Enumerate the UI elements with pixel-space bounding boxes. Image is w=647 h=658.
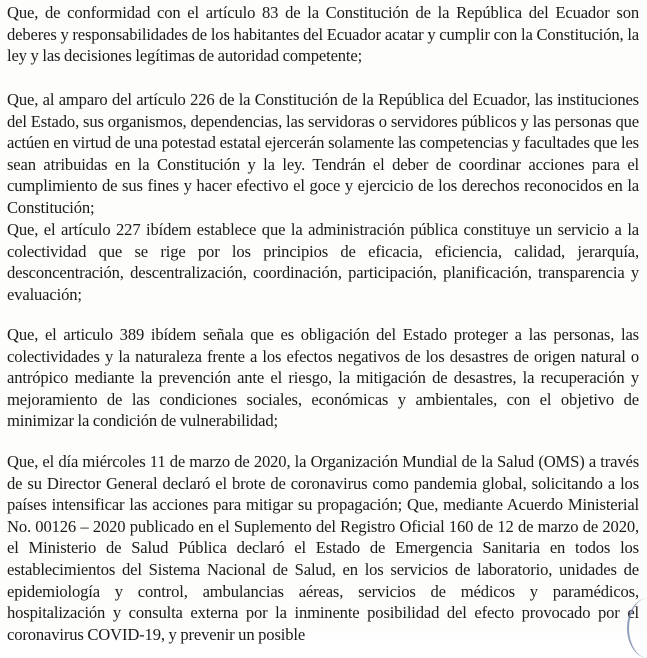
paragraph-oms-pandemic: Que, el día miércoles 11 de marzo de 2020, la Organización Mundial de la Salud (OMS) a través de su Director General declaró el brote de coronavirus como pandemia global, solicitando a los países intensificar las acciones para mitigar su propagación; Que, mediante Acuerdo Ministerial No. 00126 – 2020 publicado en el Suplemento del Registro Oficial 160 de 12 de marzo de 2020, el Ministerio de Salud Pública declaró el Estado de Emergencia Sanitaria en todos los establecimientos del Sistema Nacional de Salud, en los servicios de laboratorio, unidades de epidemiología y control, ambulancias aéreas, servicios de médicos y paramédicos, hospitalización y consulta externa por la inminente posibilidad del efecto provocado por el coronavirus COVID-19, y prevenir un posible [7, 452, 639, 644]
paragraph-article-389: Que, el articulo 389 ibídem señala que es obligación del Estado proteger a las personas, las colectividades y la naturaleza frente a los efectos negativos de los desastres de origen natural o antrópico mediante la prevención ante el riesgo, la mitigación de desastres, la recuperación y mejoramiento de las condiciones sociales, económicas y ambientales, con el objetivo de minimizar la condición de vulnerabilidad; [7, 325, 639, 431]
paragraph-article-83: Que, de conformidad con el artículo 83 de la Constitución de la República del Ecuador son deberes y responsabilidades de los habitantes del Ecuador acatar y cumplir con la Constitución, la ley y las decisiones legítimas de autoridad competente; [7, 3, 639, 66]
paragraph-article-226: Que, al amparo del artículo 226 de la Constitución de la República del Ecuador, las instituciones del Estado, sus organismos, dependencias, las servidoras o servidores públicos y las personas que actúen en virtud de una potestad estatal ejercerán solamente las competencias y facultades que les sean atribuidas en la Constitución y la ley. Tendrán el deber de coordinar acciones para el cumplimiento de sus fines y hacer efectivo el goce y ejercicio de los derechos reconocidos en la Constitución; [7, 90, 639, 217]
paragraph-article-227: Que, el artículo 227 ibídem establece que la administración pública constituye un servicio a la colectividad que se rige por los principios de eficacia, eficiencia, calidad, jerarquía, desconcentración, descentralización, coordinación, participación, planificación, transparencia y evaluación; [7, 220, 639, 304]
